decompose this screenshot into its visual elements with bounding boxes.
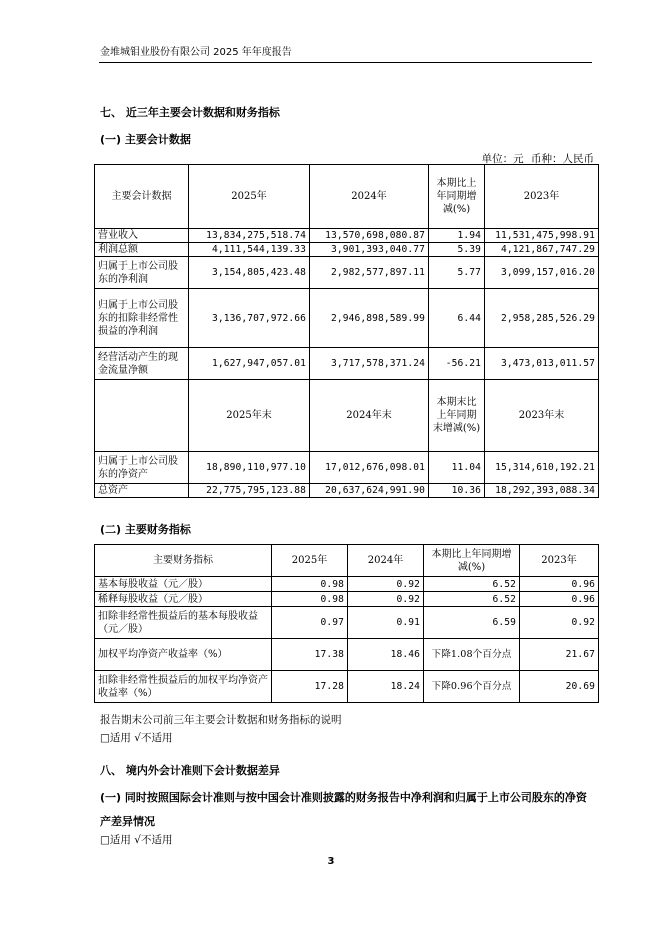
table-header-cell: 2025年末	[189, 380, 310, 452]
table-cell: 下降0.96个百分点	[424, 671, 520, 703]
table-cell: 0.98	[272, 577, 348, 592]
table-cell: 3,901,393,040.77	[310, 243, 429, 257]
table-cell: 1.94	[429, 229, 485, 243]
table-cell: 11,531,475,998.91	[485, 229, 599, 243]
table-cell: 18.46	[348, 639, 424, 671]
table-header-cell: 2023年	[520, 545, 599, 577]
table-row-label: 稀释每股收益（元／股）	[95, 592, 272, 607]
section-8-subtitle-1: (一) 同时按照国际会计准则与按中国会计准则披露的财务报告中净利润和归属于上市公司股东的净资产差异情况	[100, 791, 587, 828]
table-cell: 18.24	[348, 671, 424, 703]
section-7-subtitle-1: (一) 主要会计数据	[100, 133, 191, 146]
table-header-cell	[95, 380, 189, 452]
table-cell: 0.98	[272, 592, 348, 607]
table-cell: 2,946,898,589.99	[310, 289, 429, 348]
unit-label: 单位：元 币种：人民币	[481, 153, 594, 165]
table-cell: 5.39	[429, 243, 485, 257]
table-row	[95, 229, 599, 243]
table-header-cell: 2025年	[189, 165, 310, 229]
table-cell: 5.77	[429, 257, 485, 289]
table-cell: 6.44	[429, 289, 485, 348]
table-cell: 4,111,544,139.33	[189, 243, 310, 257]
table-header-row	[95, 545, 599, 577]
table-row-label: 利润总额	[95, 243, 189, 257]
section-7-title: 七、 近三年主要会计数据和财务指标	[100, 106, 280, 119]
table-cell: 22,775,795,123.88	[189, 484, 310, 498]
table-cell: 13,834,275,518.74	[189, 229, 310, 243]
table-header-cell: 主要会计数据	[95, 165, 189, 229]
table-cell: 6.52	[424, 592, 520, 607]
table-row	[95, 243, 599, 257]
table-row-label: 基本每股收益（元／股）	[95, 577, 272, 592]
table-row	[95, 289, 599, 348]
table-cell: 0.97	[272, 607, 348, 639]
table-row-label: 经营活动产生的现金流量净额	[95, 348, 189, 380]
table-row-label: 归属于上市公司股东的净资产	[95, 452, 189, 484]
table-cell: 0.96	[520, 592, 599, 607]
table-cell: 15,314,610,192.21	[485, 452, 599, 484]
table-cell: 10.36	[429, 484, 485, 498]
table-row-label: 营业收入	[95, 229, 189, 243]
table-cell: 3,099,157,016.20	[485, 257, 599, 289]
table-cell: 3,717,578,371.24	[310, 348, 429, 380]
explanation-note: 报告期末公司前三年主要会计数据和财务指标的说明	[100, 714, 342, 726]
table-cell: 2,982,577,897.11	[310, 257, 429, 289]
table-row-label: 归属于上市公司股东的扣除非经常性损益的净利润	[95, 289, 189, 348]
table-cell: 0.92	[520, 607, 599, 639]
table-cell: 3,473,013,011.57	[485, 348, 599, 380]
table-header-cell: 2024年	[310, 165, 429, 229]
table-cell: 3,154,805,423.48	[189, 257, 310, 289]
table-row	[95, 577, 599, 592]
table-cell: 1,627,947,057.01	[189, 348, 310, 380]
applicability-checkbox-2: □适用 √不适用	[100, 834, 173, 846]
page-number: 3	[327, 856, 335, 867]
applicability-checkbox-1: □适用 √不适用	[100, 732, 173, 744]
table-row	[95, 607, 599, 639]
table-row	[95, 484, 599, 498]
main-financial-indicators-table	[94, 544, 599, 703]
table-cell: 17,012,676,098.01	[310, 452, 429, 484]
table-row-label: 扣除非经常性损益后的加权平均净资产收益率（%）	[95, 671, 272, 703]
table-header-cell: 2024年	[348, 545, 424, 577]
table-row-label: 归属于上市公司股东的净利润	[95, 257, 189, 289]
table-cell: 21.67	[520, 639, 599, 671]
table-cell: 0.91	[348, 607, 424, 639]
table-row-label: 扣除非经常性损益后的基本每股收益（元／股）	[95, 607, 272, 639]
page-header-title: 金堆城钼业股份有限公司 2025 年年度报告	[100, 47, 292, 58]
table-header-cell: 2025年	[272, 545, 348, 577]
table-row	[95, 592, 599, 607]
table-header-row	[95, 380, 599, 452]
table-cell: 6.52	[424, 577, 520, 592]
table-header-cell: 本期比上年同期增减(%)	[424, 545, 520, 577]
table-cell: 20.69	[520, 671, 599, 703]
table-header-cell: 2023年末	[485, 380, 599, 452]
header-divider	[99, 62, 592, 63]
table-header-cell: 本期比上年同期增减(%)	[429, 165, 485, 229]
table-cell: -56.21	[429, 348, 485, 380]
table-cell: 13,570,698,080.87	[310, 229, 429, 243]
table-row	[95, 257, 599, 289]
table-cell: 6.59	[424, 607, 520, 639]
table-header-cell: 主要财务指标	[95, 545, 272, 577]
table-header-cell: 2023年	[485, 165, 599, 229]
table-row	[95, 452, 599, 484]
table-row-label: 总资产	[95, 484, 189, 498]
table-row	[95, 639, 599, 671]
table-cell: 0.92	[348, 592, 424, 607]
table-cell: 18,890,110,977.10	[189, 452, 310, 484]
table-header-cell: 2024年末	[310, 380, 429, 452]
table-row	[95, 348, 599, 380]
table-header-cell: 本期末比上年同期末增减(%)	[429, 380, 485, 452]
table-cell: 3,136,707,972.66	[189, 289, 310, 348]
table-row-label: 加权平均净资产收益率（%）	[95, 639, 272, 671]
table-cell: 17.38	[272, 639, 348, 671]
section-7-subtitle-2: (二) 主要财务指标	[100, 523, 191, 536]
table-cell: 4,121,867,747.29	[485, 243, 599, 257]
table-header-row	[95, 165, 599, 229]
table-cell: 下降1.08个百分点	[424, 639, 520, 671]
table-cell: 2,958,285,526.29	[485, 289, 599, 348]
table-cell: 11.04	[429, 452, 485, 484]
table-cell: 20,637,624,991.90	[310, 484, 429, 498]
table-cell: 0.96	[520, 577, 599, 592]
table-row	[95, 671, 599, 703]
table-cell: 18,292,393,088.34	[485, 484, 599, 498]
main-accounting-data-table	[94, 164, 599, 498]
section-8-title: 八、 境内外会计准则下会计数据差异	[100, 764, 280, 777]
table-cell: 0.92	[348, 577, 424, 592]
table-cell: 17.28	[272, 671, 348, 703]
